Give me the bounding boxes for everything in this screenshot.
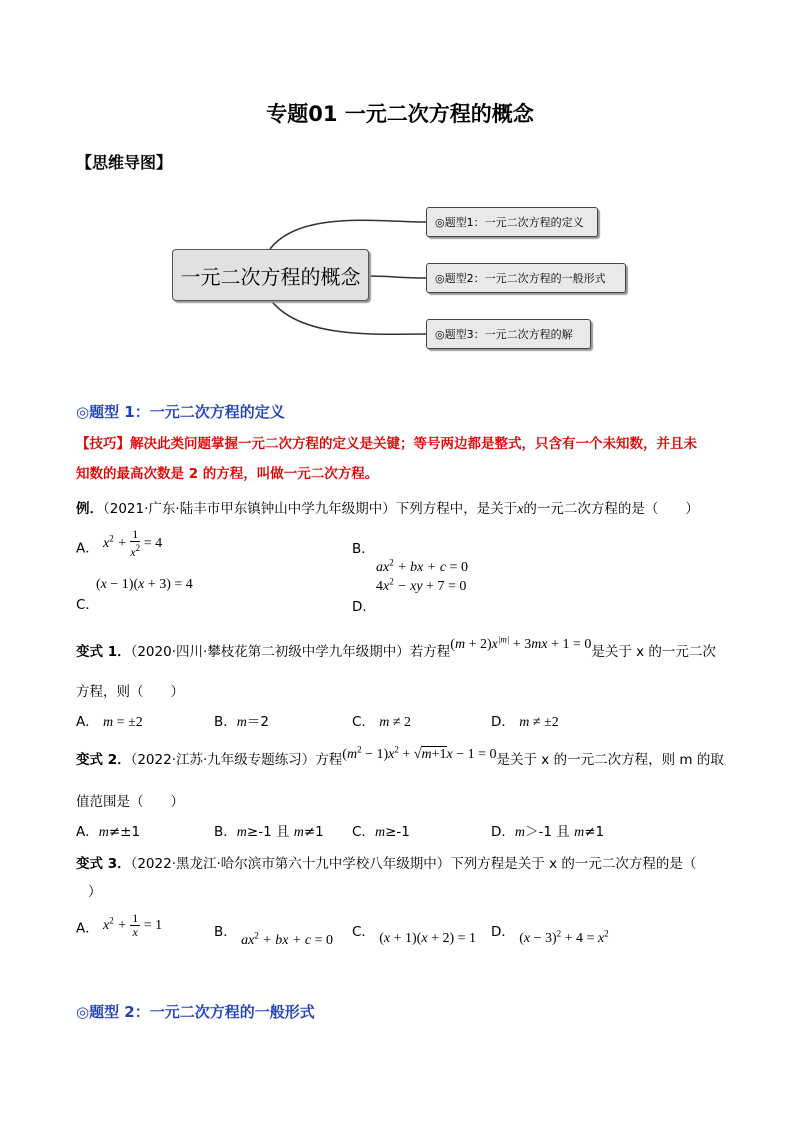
variant-2-question: 变式 2．（2022·江苏·九年级专题练习）方程$(m^2 - 1)x^2 + √m+1x - 1 = 0$是关于 x 的一元二次方程，则 m 的取 bbox=[76, 744, 724, 768]
section-2-heading: ◎题型 2：一元二次方程的一般形式 bbox=[76, 1003, 315, 1021]
tip-line-1: 【技巧】解决此类问题掌握一元二次方程的定义是关键；等号两边都是整式，只含有一个未知数，并且未 bbox=[76, 436, 697, 452]
variant-3-text: （2022·黑龙江·哈尔滨市第六十九中学校八年级期中）下列方程是关于 x 的一元二次方程的是（ bbox=[130, 856, 697, 872]
example-var: x bbox=[517, 502, 524, 517]
variant-3-option-c: C． (x + 1)(x + 2) = 1 bbox=[352, 924, 477, 946]
variant-2-text: （2022·江苏·九年级专题练习）方程 bbox=[130, 752, 343, 768]
variant-3-option-a: A． $x^2$ + $\frac{1}{x}$ = 1 bbox=[76, 911, 163, 939]
variant-1-option-c: C． m ≠ 2 bbox=[352, 714, 412, 730]
variant-3-label: 变式 3． bbox=[76, 856, 131, 872]
variant-3-option-b: B． $ax^2$ + bx + c = 0 bbox=[214, 924, 334, 948]
variant-1-label: 变式 1． bbox=[76, 644, 131, 660]
variant-1-text-3: 方程，则（ ） bbox=[76, 684, 184, 700]
option-letter: D． bbox=[352, 598, 376, 615]
example-option-d: $4x^2$ − xy + 7 = 0 D． bbox=[352, 576, 467, 615]
mindmap-branch-1: ◎题型1：一元二次方程的定义 bbox=[426, 207, 598, 237]
example-question bbox=[76, 497, 699, 518]
variant-1-text-2: 是关于 x 的一元二次 bbox=[591, 644, 716, 660]
mindmap-branch-2: ◎题型2：一元二次方程的一般形式 bbox=[426, 263, 626, 293]
example-option-c: (x − 1)(x + 3) = 4 C． bbox=[76, 577, 193, 613]
example-option-a: A． $x^2$ + $\frac{1}{x^2}$ = 4 bbox=[76, 527, 163, 559]
variant-1-option-a: A． m = ±2 bbox=[76, 714, 143, 730]
variant-3-option-d: D． $(x - 3)^2 + 4 = x^2$ bbox=[491, 924, 609, 946]
variant-1-option-d: D． m ≠ ±2 bbox=[491, 714, 559, 730]
mindmap-center-node: 一元二次方程的概念 bbox=[172, 249, 369, 301]
variant-2-label: 变式 2． bbox=[76, 752, 131, 768]
example-label: 例． bbox=[76, 501, 103, 517]
example-option-b: B． $ax^2$ + bx + c = 0 bbox=[352, 541, 468, 575]
mindmap-connectors bbox=[0, 0, 800, 400]
variant-2-option-c: C．m≥-1 bbox=[352, 824, 410, 840]
option-letter: C． bbox=[76, 597, 99, 613]
option-letter: B． bbox=[352, 541, 375, 557]
page-title: 专题01 一元二次方程的概念 bbox=[266, 102, 534, 126]
option-letter: A． bbox=[76, 540, 99, 557]
example-text: （2021·广东·陆丰市甲东镇钟山中学九年级期中）下列方程中，是关于 bbox=[103, 501, 518, 517]
mindmap-section-label: 【思维导图】 bbox=[76, 153, 173, 172]
variant-1-text: （2020·四川·攀枝花第二初级中学九年级期中）若方程 bbox=[130, 644, 451, 660]
variant-3-question bbox=[76, 852, 696, 872]
variant-2-text-2: 是关于 x 的一元二次方程，则 m 的取 bbox=[496, 752, 724, 768]
variant-2-option-b: B．m≥-1 且 m≠1 bbox=[214, 824, 324, 840]
variant-2-option-d: D．m＞-1 且 m≠1 bbox=[491, 824, 605, 840]
mindmap-branch-3: ◎题型3：一元二次方程的解 bbox=[426, 319, 591, 349]
variant-1-option-b: B．m＝2 bbox=[214, 714, 269, 730]
tip-line-2: 知数的最高次数是 2 的方程，叫做一元二次方程。 bbox=[76, 466, 379, 482]
variant-2-option-a: A．m≠±1 bbox=[76, 824, 141, 840]
variant-1-question: 变式 1．（2020·四川·攀枝花第二初级中学九年级期中）若方程$(m + 2)x^{|m|} + 3mx + 1 = 0$是关于 x 的一元二次 bbox=[76, 634, 716, 660]
section-1-heading: ◎题型 1：一元二次方程的定义 bbox=[76, 403, 285, 421]
variant-3-text-2: ） bbox=[88, 884, 102, 900]
variant-2-text-3: 值范围是（ ） bbox=[76, 794, 184, 810]
example-text-2: 的一元二次方程的是（ ） bbox=[523, 501, 699, 517]
